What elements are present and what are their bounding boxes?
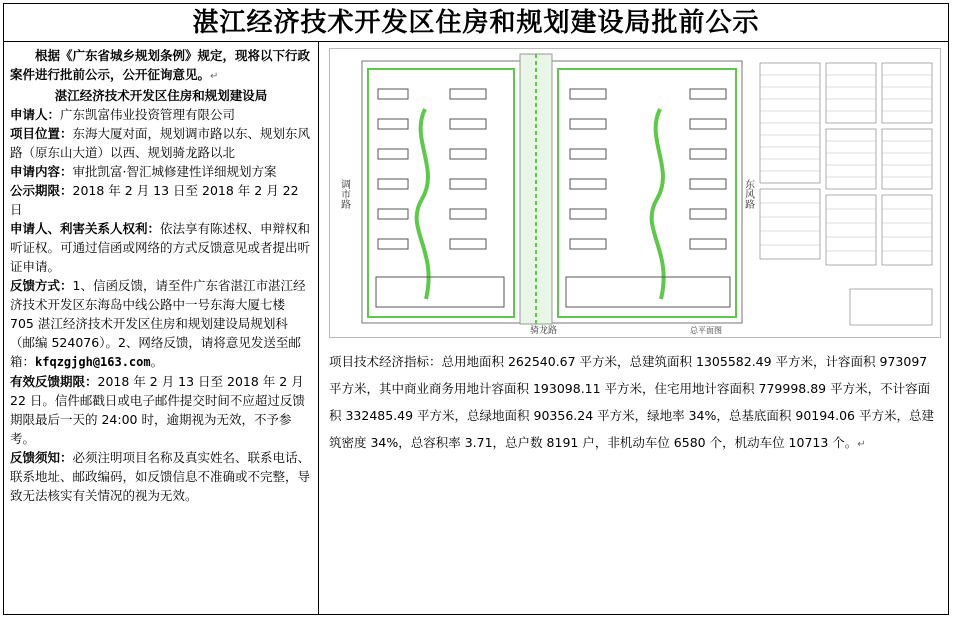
plan-column — [319, 42, 948, 614]
west-road-label: 调市路 — [338, 179, 350, 209]
location-value: 东海大厦对面，规划调市路以东、规划东风路（原东山大道）以西、规划骑龙路以北 — [10, 126, 311, 160]
valid-label: 有效反馈期限： — [10, 374, 98, 389]
period-value: 2018 年 2 月 13 日至 2018 年 2 月 22 日 — [10, 183, 299, 217]
content-row — [10, 162, 312, 181]
feedback-value: 1、信函反馈，请至件广东省湛江市湛江经济技术开发区东海岛中线公路中一号东海大厦七楼 705 湛江经济技术开发区住房和规划建设局规划科（邮编 524076）。2、网络反馈，请将意见发送至邮箱： — [10, 278, 306, 369]
applicant-value: 广东凯富伟业投资管理有限公司 — [60, 107, 236, 122]
applicant-row — [10, 105, 312, 124]
feedback-label: 反馈方式： — [10, 278, 73, 293]
rights-row — [10, 219, 312, 276]
rights-value: 依法享有陈述权、申辩权和听证权。可通过信函或网络的方式反馈意见或者提出听证申请。 — [10, 221, 311, 274]
notes-value: 必须注明项目名称及真实姓名、联系电话、联系地址、邮政编码，如反馈信息不准确或不完整，导致无法核实有关情况的视为无效。 — [10, 450, 311, 503]
feedback-row: 反馈方式：1、信函反馈，请至件广东省湛江市湛江经济技术开发区东海岛中线公路中一号东海大厦七楼 705 湛江经济技术开发区住房和规划建设局规划科（邮编 524076）。2、网络反馈，请将意见发送至邮箱：kfqzgjgh@163.com。 — [10, 278, 306, 369]
notes-label: 反馈须知： — [10, 450, 73, 465]
period-row — [10, 181, 312, 219]
south-road-label: 骑龙路 — [530, 326, 558, 336]
notice-frame — [3, 3, 949, 615]
period-label: 公示期限： — [10, 183, 73, 198]
notes-row — [10, 448, 312, 505]
east-road-label: 东风路 — [742, 179, 754, 209]
plan-caption: 总平面图 — [690, 326, 722, 335]
applicant-label: 申请人： — [10, 107, 61, 122]
notice-intro: 根据《广东省城乡规划条例》规定，现将以下行政案件进行批前公示，公开征询意见。↵ — [10, 48, 311, 82]
valid-row — [10, 372, 312, 448]
site-plan-image — [329, 48, 941, 338]
location-row — [10, 124, 312, 162]
content-value: 审批凯富·智汇城修建性详细规划方案 — [72, 164, 277, 179]
notice-text-column — [4, 42, 319, 614]
valid-value: 2018 年 2 月 13 日至 2018 年 2 月 22 日。信件邮戳日或电子邮件提交时间不应超过反馈期限最后一天的 24:00 时，逾期视为无效，不予参考。 — [10, 374, 305, 446]
feedback-email-link[interactable]: kfqzgjgh@163.com — [35, 355, 151, 369]
content-label: 申请内容： — [10, 164, 73, 179]
technical-indicators: 项目技术经济指标：总用地面积 262540.67 平方米，总建筑面积 1305582.49 平方米，计容面积 973097 平方米，其中商业商务用地计容面积 193098.11 平方米，住宅用地计容面积 779998.89 平方米，不计容面积 332485.49 平方米，总绿地面积 90356.24 平方米，绿地率 34%，总基底面积 90194.06 平方米，总建筑密度 34%，总容积率 3.71，总户数 8191 户，非机动车位 6580 个，机动车位 10713 个。↵ — [329, 354, 934, 450]
site-plan-drawing — [330, 49, 940, 337]
page-title: 湛江经济技术开发区住房和规划建设局批前公示 — [4, 4, 948, 42]
notice-issuer: 湛江经济技术开发区住房和规划建设局 — [54, 88, 268, 103]
location-label: 项目位置： — [10, 126, 73, 141]
rights-label: 申请人、利害关系人权利： — [10, 221, 161, 236]
